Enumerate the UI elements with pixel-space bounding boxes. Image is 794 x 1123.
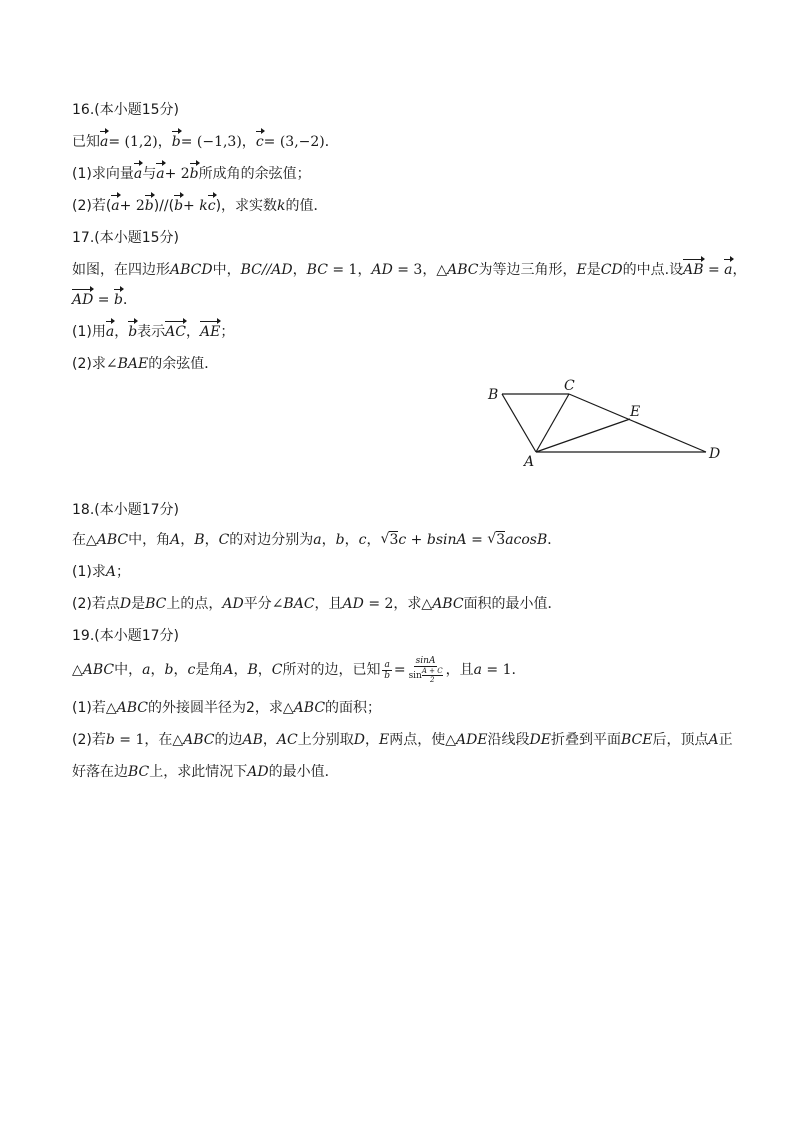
q17-part1: (1)用a，b表示AC，AE； xyxy=(72,324,235,340)
label-B: B xyxy=(488,387,499,403)
label-C: C xyxy=(564,378,575,394)
fraction-sinA-over-sin: sinA sin $\frac{A + C}{2}$ xyxy=(408,656,443,684)
q19-header: 19.(本小题17分) xyxy=(72,628,180,644)
q18-part2: (2)若点D是BC上的点，AD平分∠BAC，且AD = 2，求△ABC面积的最小值． xyxy=(72,596,562,612)
segment-AE xyxy=(536,419,630,452)
q17-part2: (2)求∠BAE的余弦值． xyxy=(72,356,219,372)
segment-CD xyxy=(569,394,706,452)
q19-part2-cont: 好落在边BC上，求此情况下AD的最小值． xyxy=(72,764,339,780)
q16-given: 已知a= (1,2)，b= (−1,3)，c= (3,−2)． xyxy=(72,134,339,150)
segment-AC xyxy=(536,394,569,452)
q16-part2: (2)若(a+ 2b)//(b+ kc)，求实数k的值． xyxy=(72,198,328,214)
q19-part2: (2)若b = 1，在△ABC的边AB，AC上分别取D，E两点，使△ADE沿线段DE折叠到平面BCE后，顶点A正 xyxy=(72,732,733,748)
q18-line1: 在△ABC中，角A，B，C的对边分别为a，b，c，√ 3c + bsinA = √ 3acosB． xyxy=(72,530,561,550)
q17-line2: AD = b． xyxy=(72,292,137,308)
q18-part1: (1)求A； xyxy=(72,564,130,580)
q17-header: 17.(本小题15分) xyxy=(72,230,180,246)
segment-AB xyxy=(502,394,536,452)
quadrilateral-figure xyxy=(478,372,728,472)
q19-part1: (1)若△ABC的外接圆半径为2，求△ABC的面积； xyxy=(72,700,382,716)
q16-header: 16.(本小题15分) xyxy=(72,102,180,118)
q16-part1: (1)求向量a与a+ 2b所成角的余弦值； xyxy=(72,166,311,182)
label-D: D xyxy=(709,446,721,462)
label-E: E xyxy=(630,404,641,420)
q19-line1: △ABC中，a，b，c是角A，B，C所对的边，已知 $\frac{a}{b}$ = sinA sin $\frac{A + C}{2}$ ，且a = 1. xyxy=(72,656,516,684)
label-A: A xyxy=(524,454,535,470)
q17-line1: 如图，在四边形ABCD中，BC//AD，BC = 1，AD = 3，△ABC为等边三角形，E是CD的中点.设AB = a， xyxy=(72,262,747,278)
fraction-a-over-b: $\frac{a}{b}$ xyxy=(384,659,391,681)
q18-header: 18.(本小题17分) xyxy=(72,502,180,518)
